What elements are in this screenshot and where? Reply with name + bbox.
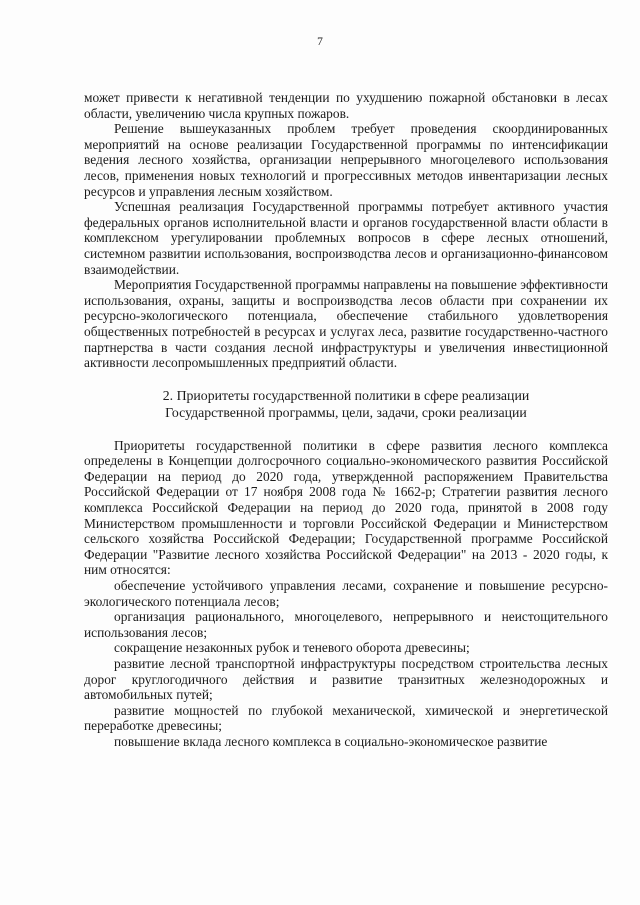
list-item: развитие лесной транспортной инфраструктуры посредством строительства лесных дорог круглогодичного действия и развитие транзитных железнодорожных и автомобильных путей; — [84, 656, 608, 703]
list-item: обеспечение устойчивого управления лесами, сохранение и повышение ресурсно-экологического потенциала лесов; — [84, 578, 608, 609]
list-item: развитие мощностей по глубокой механической, химической и энергетической переработке древесины; — [84, 702, 608, 734]
list-item: сокращение незаконных рубок и теневого оборота древесины; — [114, 640, 470, 656]
paragraph: Решение вышеуказанных проблем требует проведения скоординированных мероприятий на основе реализации Государственной программы по интенсификации ведения лесного хозяйства, организации непрерывного многоцелевого использования лесов, применения новых технологий и прогрессивных методов инвентаризации лесных ресурсов и управления лесным хозяйством. — [84, 121, 608, 199]
list-item: повышение вклада лесного комплекса в социально-экономическое развитие — [114, 733, 548, 749]
paragraph: Мероприятия Государственной программы направлены на повышение эффективности использования, охраны, защиты и воспроизводства лесов области при сохранении их ресурсно-экологического потенциала, обеспечение стабильного удовлетворения общественных потребностей в ресурсах и услугах леса, развитие государственно-частного партнерства в части создания лесной инфраструктуры и увеличения инвестиционной активности лесопромышленных предприятий области. — [84, 277, 608, 371]
section-heading — [84, 387, 608, 421]
section-heading-line-1: 2. Приоритеты государственной политики в сфере реализации — [162, 387, 530, 403]
section-heading-line-2: Государственной программы, цели, задачи, сроки реализации — [165, 404, 527, 420]
paragraph: Приоритеты государственной политики в сфере развития лесного комплекса определены в Концепции долгосрочного социально-экономического развития Российской Федерации на период до 2020 года, утвержденной распоряжением Правительства Российской Федерации от 17 ноября 2008 года № 1662-р; Стратегии развития лесного комплекса Российской Федерации на период до 2020 года, принятой в 2008 году Министерством промышленности и торговли Российской Федерации и Министерством сельского хозяйства Российской Федерации; Государственной программе Российской Федерации "Развитие лесного хозяйства Российской Федерации" на 2013 - 2020 годы, к ним относятся: — [84, 437, 608, 578]
paragraph: Успешная реализация Государственной программы потребует активного участия федеральных органов исполнительной власти и органов государственной власти области в комплексном урегулировании проблемных вопросов в сфере лесных отношений, системном развитии использования, воспроизводства лесов и организационно-финансовом взаимодействии. — [84, 199, 608, 277]
paragraph: может привести к негативной тенденции по ухудшению пожарной обстановки в лесах области, увеличению числа крупных пожаров. — [84, 90, 608, 121]
page-number: 7 — [317, 36, 323, 48]
document-body — [84, 90, 608, 750]
list-item: организация рационального, многоцелевого, непрерывного и неистощительного использования лесов; — [84, 609, 608, 640]
